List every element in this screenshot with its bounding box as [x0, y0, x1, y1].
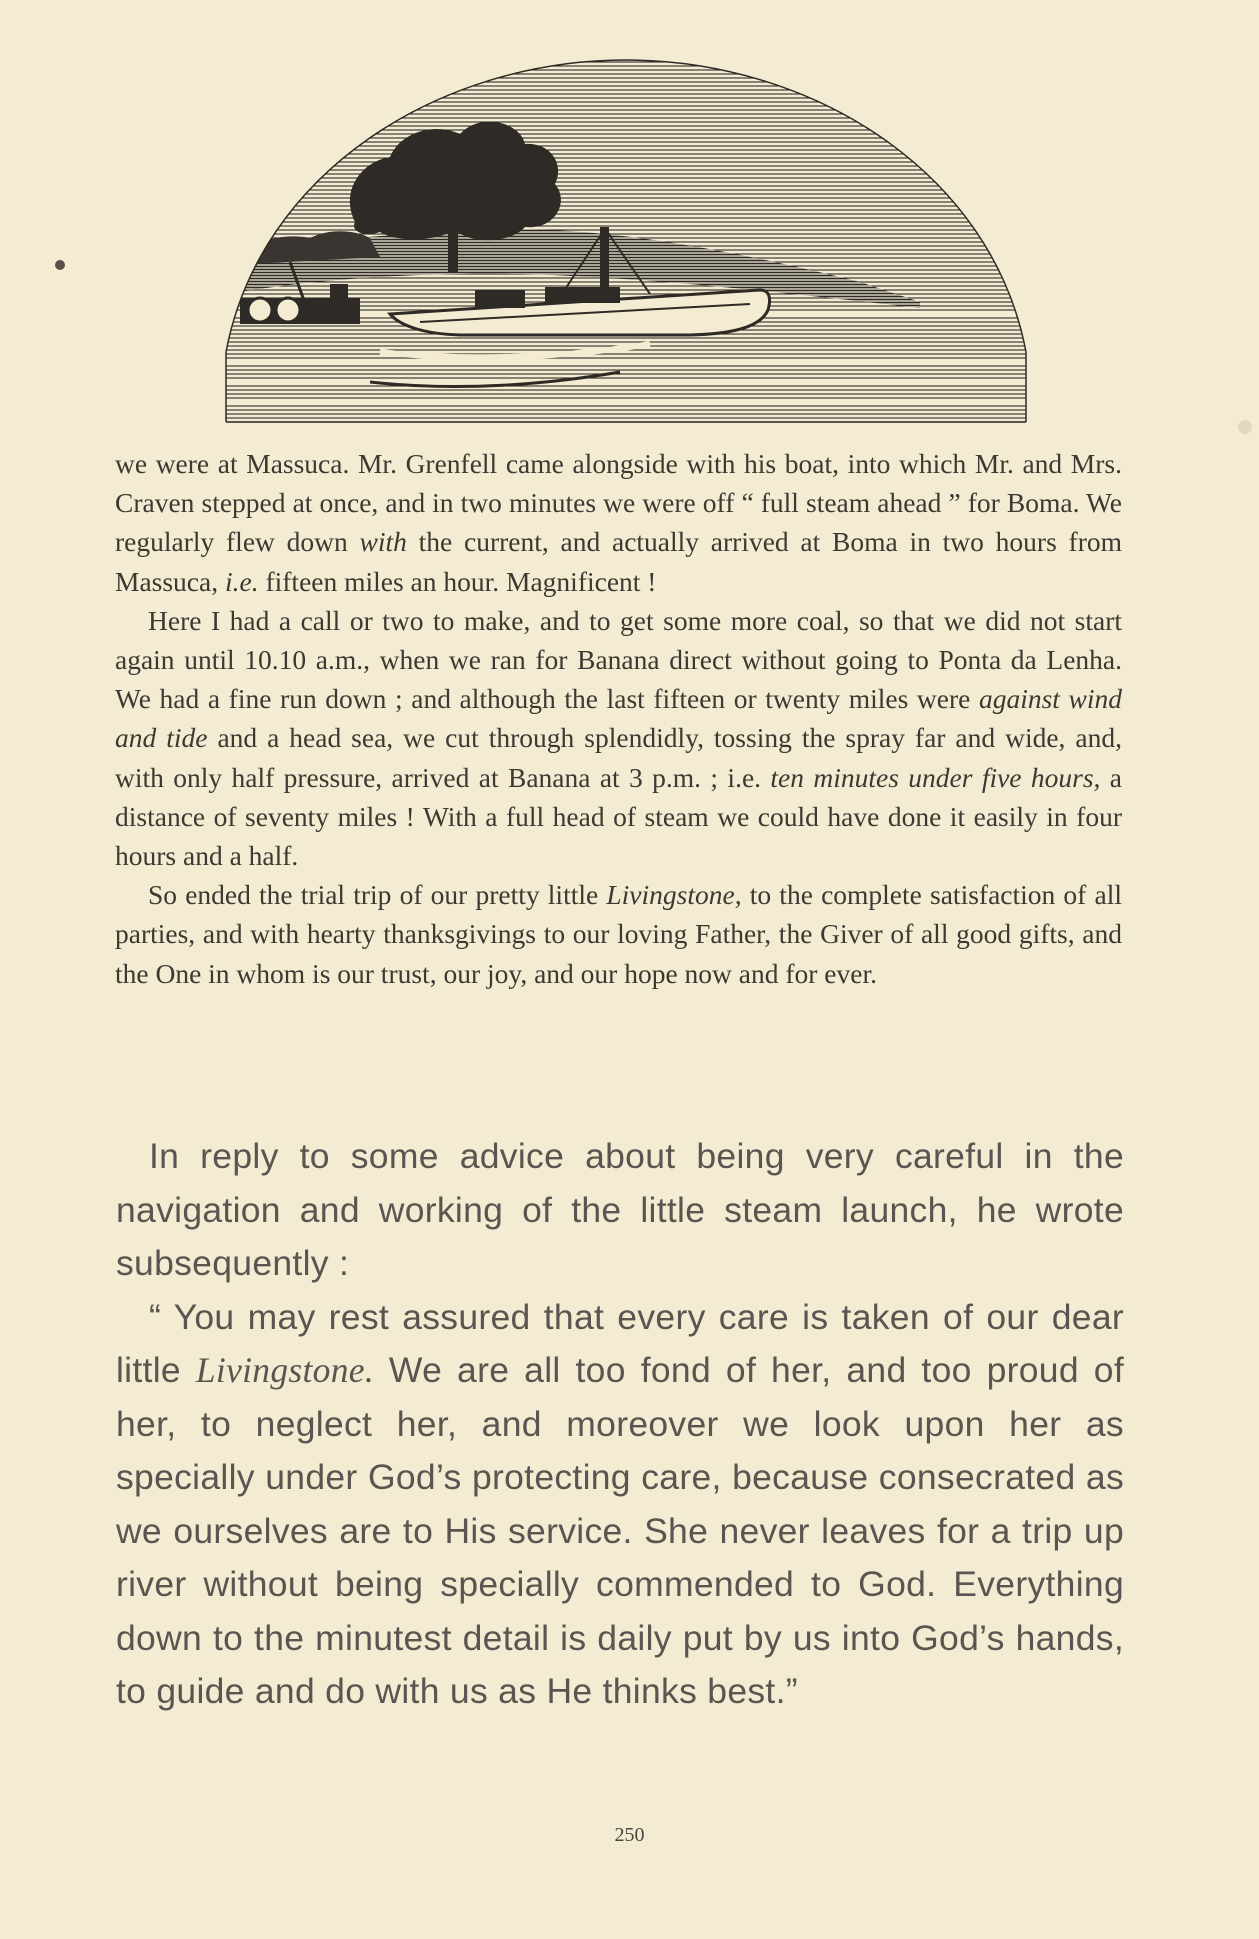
page-number: 250 — [614, 1824, 645, 1846]
stray-ink-dot — [1238, 420, 1252, 434]
text-run: a distance of seventy miles ! With a full head of steam we could have done it easily in four hours and a half. — [115, 761, 1122, 872]
letter-paragraph — [116, 1130, 1124, 1291]
narrative-paragraph — [115, 875, 1122, 993]
text-run: we were at Massuca. Mr. Grenfell came alongside with his boat, into which Mr. and Mrs. Craven stepped at once, and in two minutes we were off “ full steam ahead ” for Boma. We regularly flew down — [115, 448, 1122, 558]
italic-text-run: Livingstone, — [606, 879, 742, 911]
text-run: So ended the trial trip of our pretty little — [148, 879, 607, 911]
steam-launch-river-engraving-icon — [220, 52, 1032, 424]
text-run: In reply to some advice about being very careful in the navigation and working of the little steam launch, he wrote subsequently : — [116, 1136, 1124, 1283]
text-run: fifteen miles an hour. Magnificent ! — [258, 565, 657, 597]
italic-text-run: against wind and tide — [115, 683, 1123, 754]
text-run: Here I had a call or two to make, and to get some more coal, so that we did not start again until 10.10 a.m., when we ran for Banana direct without going to Ponta da Lenha. We had a fine run down ; and although the last fifteen or twenty miles were — [115, 604, 1122, 715]
italic-text-run: with — [359, 526, 407, 558]
text-run: “ You may rest assured that every care is taken of our dear little — [116, 1296, 1124, 1390]
narrative-paragraph — [115, 444, 1122, 601]
text-run: We are all too fond of her, and too proud of her, to neglect her, and moreover we look upon her as specially under God’s protecting care, because consecrated as we ourselves are to His service. She never leaves for a trip up river without being specially commended to God. Everything down to the minutest detail is daily put by us into God’s hands, to guide and do with us as He thinks best.” — [116, 1350, 1125, 1711]
italic-text-run: i.e. — [224, 565, 259, 597]
italic-text-run: ten minutes under five hours, — [770, 761, 1101, 793]
narrative-paragraph — [115, 601, 1122, 875]
narrative-text-block — [115, 444, 1122, 993]
stray-ink-dot — [55, 260, 65, 270]
text-run: and a head sea, we cut through splendidly, tossing the spray far and wide, and, with only half pressure, arrived at Banana at 3 p.m. ; i.e. — [115, 722, 1122, 793]
letter-paragraph — [116, 1291, 1124, 1719]
letter-quote-block — [116, 1130, 1124, 1719]
text-run: to the complete satisfaction of all parties, and with hearty thanksgivings to our loving Father, the Giver of all good gifts, and the One in whom is our trust, our joy, and our hope now and for ever. — [115, 879, 1122, 989]
italic-text-run: Livingstone. — [195, 1350, 374, 1390]
text-run: the current, and actually arrived at Boma in two hours from Massuca, — [115, 526, 1122, 597]
